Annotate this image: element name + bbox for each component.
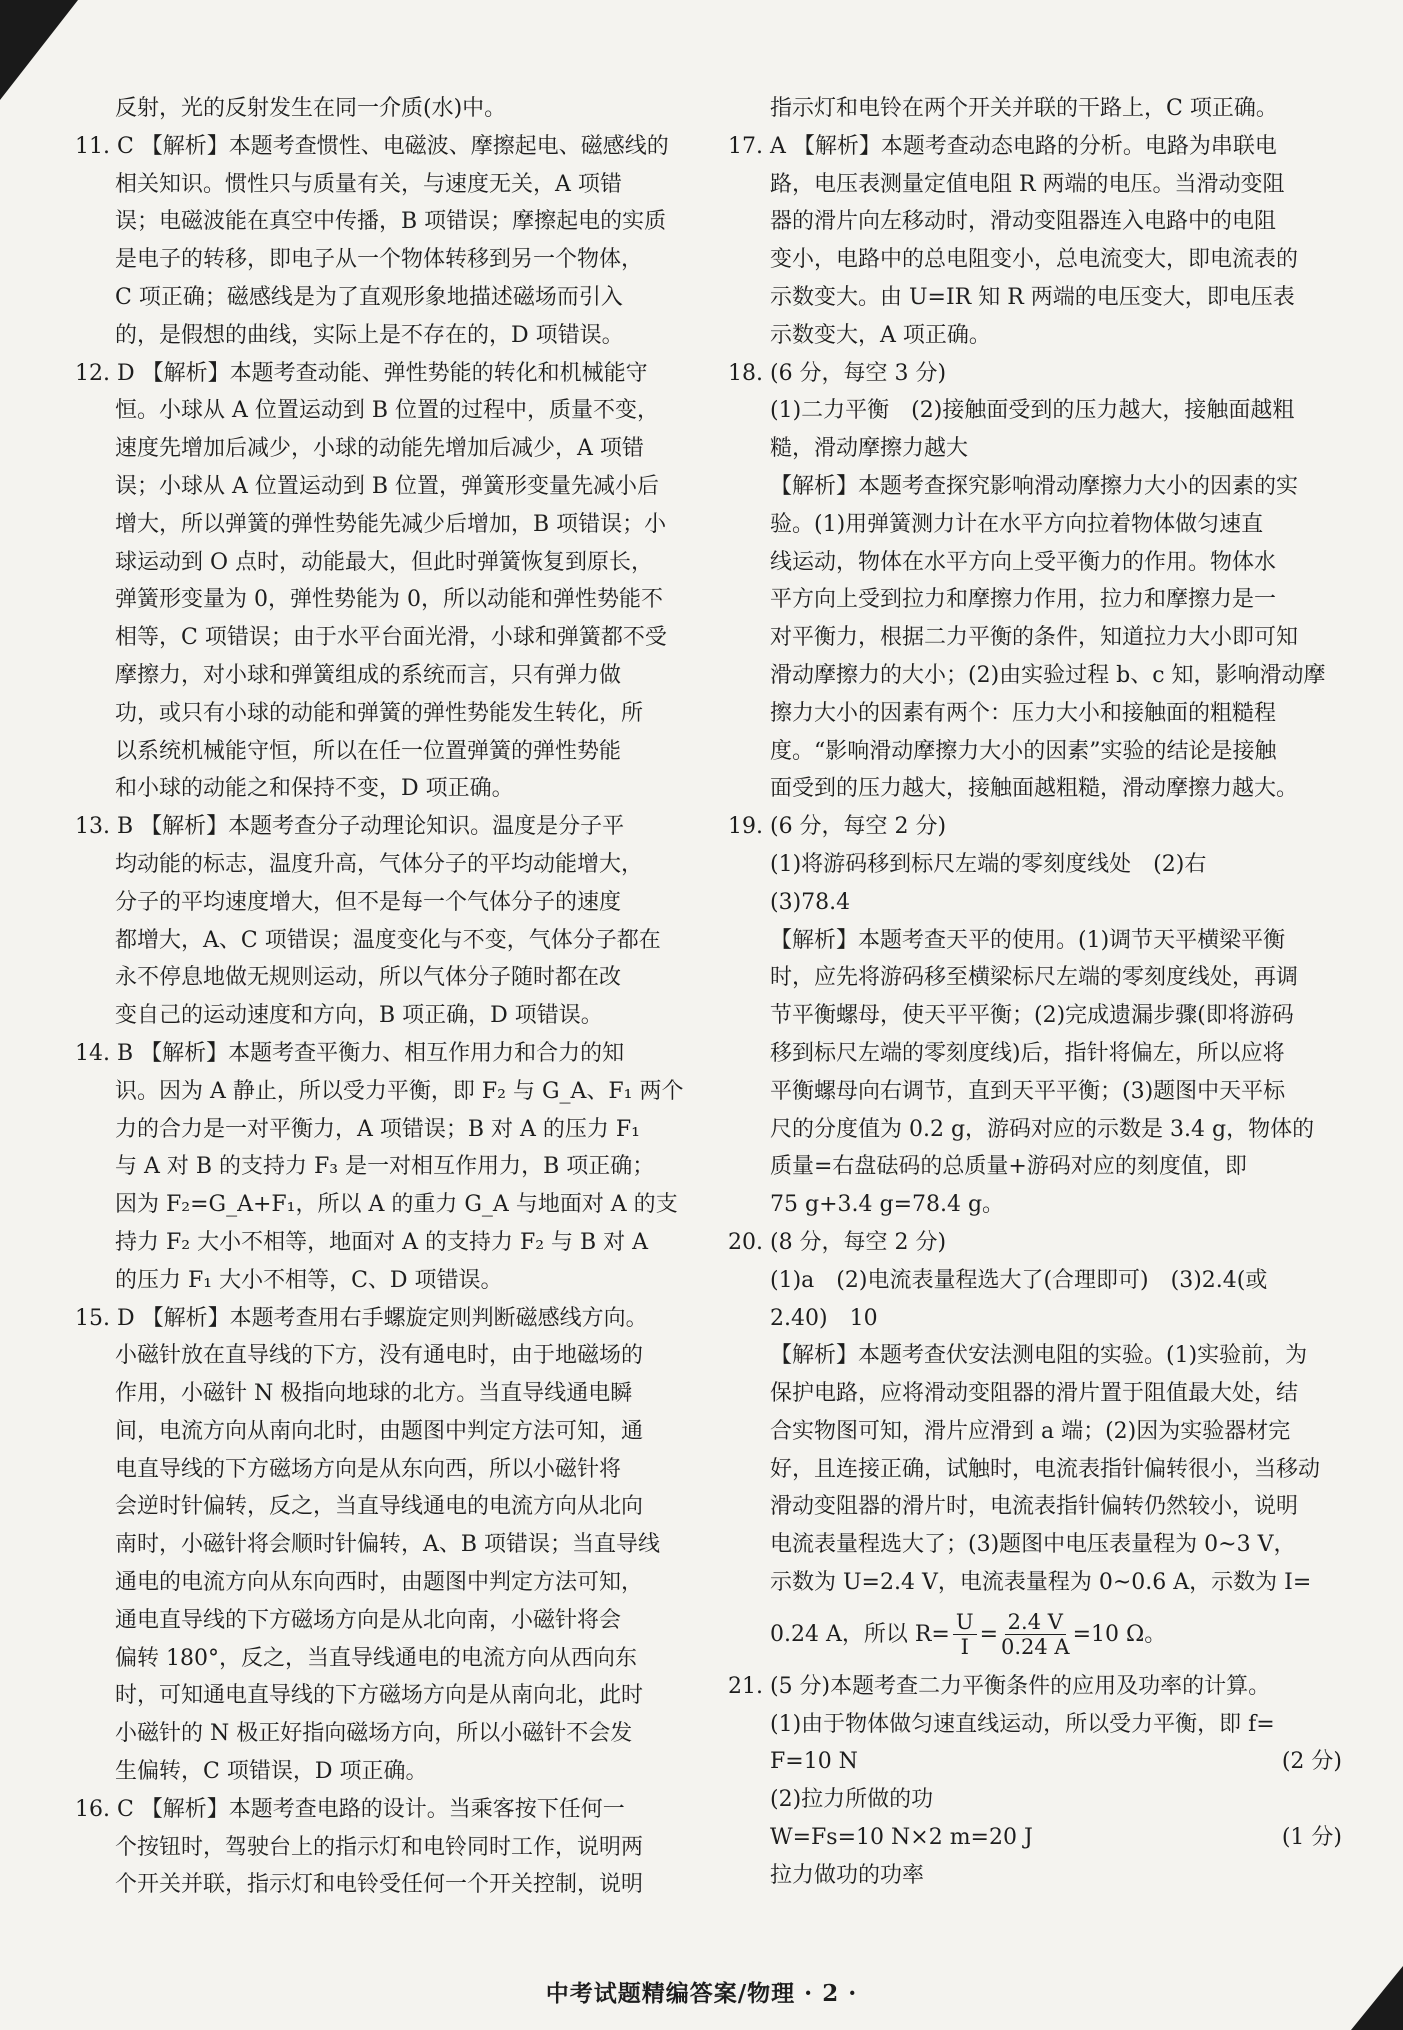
- text-line: 相等，C 项错误；由于水平台面光滑，小球和弹簧都不受: [115, 625, 667, 651]
- text-line: 持力 F₂ 大小不相等，地面对 A 的支持力 F₂ 与 B 对 A: [115, 1229, 649, 1255]
- text-line: (1)由于物体做匀速直线运动，所以受力平衡，即 f=: [770, 1711, 1275, 1737]
- text-line: 误；小球从 A 位置运动到 B 位置，弹簧形变量先减小后: [115, 473, 660, 499]
- question-heading: 12. D 【解析】本题考查动能、弹性势能的转化和机械能守: [75, 360, 648, 386]
- text-line: 恒。小球从 A 位置运动到 B 位置的过程中，质量不变，: [115, 398, 660, 424]
- text-line: 永不停息地做无规则运动，所以气体分子随时都在改: [115, 965, 622, 991]
- text-line: 擦力大小的因素有两个：压力大小和接触面的粗糙程: [770, 700, 1277, 726]
- text-line: 度。“影响滑动摩擦力大小的因素”实验的结论是接触: [770, 738, 1277, 764]
- text-line: 电流表量程选大了；(3)题图中电压表量程为 0~3 V，: [770, 1532, 1296, 1558]
- text-line: 作用，小磁针 N 极指向地球的北方。当直导线通电瞬: [115, 1381, 633, 1407]
- text-line: 通电直导线的下方磁场方向是从北向南，小磁针将会: [115, 1607, 622, 1633]
- score-label: (1 分): [1281, 1825, 1342, 1851]
- text-line: 均动能的标志，温度升高，气体分子的平均动能增大，: [115, 851, 644, 877]
- fraction-u-over-i: $\frac{U}{I}$: [953, 1610, 977, 1659]
- text-line: 变小，电路中的总电阻变小，总电流变大，即电流表的: [770, 247, 1299, 273]
- text-line: C 项正确；磁感线是为了直观形象地描述磁场而引入: [115, 284, 623, 310]
- text-line: 拉力做功的功率: [770, 1862, 925, 1888]
- text-line: 滑动变阻器的滑片时，电流表指针偏转仍然较小，说明: [770, 1494, 1299, 1520]
- text-line: 电直导线的下方磁场方向是从东向西，所以小磁针将: [115, 1456, 622, 1482]
- text-line: 力的合力是一对平衡力，A 项错误；B 对 A 的压力 F₁: [115, 1116, 640, 1142]
- text-line: 糙，滑动摩擦力越大: [770, 436, 969, 462]
- text-line: 质量=右盘砝码的总质量+游码对应的刻度值，即: [770, 1154, 1247, 1180]
- text-line: 增大，所以弹簧的弹性势能先减少后增加，B 项错误；小: [115, 511, 667, 537]
- text-line: 示数为 U=2.4 V，电流表量程为 0~0.6 A，示数为 I=: [770, 1570, 1312, 1596]
- text-line: (1)将游码移到标尺左端的零刻度线处 (2)右: [770, 851, 1207, 877]
- text-line: 好，且连接正确，试触时，电流表指针偏转很小，当移动: [770, 1456, 1321, 1482]
- text-line: (1)a (2)电流表量程选大了(合理即可) (3)2.4(或: [770, 1267, 1268, 1293]
- text-line: 器的滑片向左移动时，滑动变阻器连入电路中的电阻: [770, 209, 1277, 235]
- text-line: 变自己的运动速度和方向，B 项正确，D 项错误。: [115, 1003, 603, 1029]
- text-line: 节平衡螺母，使天平平衡；(2)完成遗漏步骤(即将游码: [770, 1003, 1294, 1029]
- text-line: 合实物图可知，滑片应滑到 a 端；(2)因为实验器材完: [770, 1418, 1291, 1444]
- text-line: 路，电压表测量定值电阻 R 两端的电压。当滑动变阻: [770, 171, 1285, 197]
- text-line: 移到标尺左端的零刻度线)后，指针将偏左，所以应将: [770, 1040, 1285, 1066]
- question-heading: 15. D 【解析】本题考查用右手螺旋定则判断磁感线方向。: [75, 1305, 648, 1331]
- text-line: 和小球的动能之和保持不变，D 项正确。: [115, 776, 514, 802]
- text-line: 反射，光的反射发生在同一介质(水)中。: [115, 96, 507, 121]
- text-line: 间，电流方向从南向北时，由题图中判定方法可知，通: [115, 1418, 644, 1444]
- question-heading: 16. C 【解析】本题考查电路的设计。当乘客按下任何一: [75, 1796, 625, 1822]
- text-line: 都增大，A、C 项错误；温度变化与不变，气体分子都在: [115, 927, 661, 953]
- text-line: 因为 F₂=G_A+F₁，所以 A 的重力 G_A 与地面对 A 的支: [115, 1192, 678, 1218]
- page-footer: 中考试题精编答案/物理 · 2 ·: [545, 1980, 858, 2007]
- text-line: 示数变大。由 U=IR 知 R 两端的电压变大，即电压表: [770, 284, 1295, 310]
- text-line: 弹簧形变量为 0，弹性势能为 0，所以动能和弹性势能不: [115, 587, 663, 613]
- text-line: 【解析】本题考查伏安法测电阻的实验。(1)实验前，为: [770, 1343, 1308, 1369]
- question-heading: 13. B 【解析】本题考查分子动理论知识。温度是分子平: [75, 814, 625, 840]
- text-line: 与 A 对 B 的支持力 F₃ 是一对相互作用力，B 项正确；: [115, 1154, 655, 1180]
- text-line: 2.40) 10: [770, 1305, 878, 1331]
- left-column: [75, 90, 697, 1904]
- line-text: F=10 N: [770, 1749, 858, 1775]
- text-line: (3)78.4: [770, 889, 851, 915]
- question-heading: 14. B 【解析】本题考查平衡力、相互作用力和合力的知: [75, 1040, 625, 1066]
- text-line: 线运动，物体在水平方向上受平衡力的作用。物体水: [770, 549, 1277, 575]
- text-line: 偏转 180°，反之，当直导线通电的电流方向从西向东: [115, 1645, 637, 1671]
- text-line: 通电的电流方向从东向西时，由题图中判定方法可知，: [115, 1570, 644, 1596]
- text-line: (2)拉力所做的功: [770, 1787, 934, 1813]
- text-line: 示数变大，A 项正确。: [770, 322, 991, 348]
- text-line: 生偏转，C 项错误，D 项正确。: [115, 1759, 428, 1785]
- right-column: [728, 90, 1350, 1895]
- formula-line: 0.24 A，所以 R= $\frac{U}{I}$ = $\frac{2.4 V}{0.24 A}$ =10 Ω。: [770, 1610, 1167, 1660]
- question-heading: 21. (5 分)本题考查二力平衡条件的应用及功率的计算。: [728, 1673, 1271, 1699]
- text-line: 以系统机械能守恒，所以在任一位置弹簧的弹性势能: [115, 738, 622, 764]
- fraction-values: $\frac{2.4 V}{0.24 A}$: [1001, 1610, 1070, 1660]
- text-line: 【解析】本题考查天平的使用。(1)调节天平横梁平衡: [770, 927, 1286, 953]
- text-line: 小磁针的 N 极正好指向磁场方向，所以小磁针不会发: [115, 1721, 633, 1747]
- question-heading: 18. (6 分，每空 3 分): [728, 360, 947, 386]
- text-line: 小磁针放在直导线的下方，没有通电时，由于地磁场的: [115, 1343, 644, 1369]
- text-line: 会逆时针偏转，反之，当直导线通电的电流方向从北向: [115, 1494, 644, 1520]
- text-line: 时，可知通电直导线的下方磁场方向是从南向北，此时: [115, 1683, 644, 1709]
- text-line: [728, 1743, 1350, 1781]
- text-line: 验。(1)用弹簧测力计在水平方向拉着物体做匀速直: [770, 511, 1264, 537]
- text-line: 个开关并联，指示灯和电铃受任何一个开关控制，说明: [115, 1872, 644, 1898]
- text-line: [728, 1819, 1350, 1857]
- text-line: 相关知识。惯性只与质量有关，与速度无关，A 项错: [115, 171, 622, 197]
- text-line: 面受到的压力越大，接触面越粗糙，滑动摩擦力越大。: [770, 776, 1299, 802]
- text-line: 个按钮时，驾驶台上的指示灯和电铃同时工作，说明两: [115, 1834, 644, 1860]
- text-line: 速度先增加后减少，小球的动能先增加后减少，A 项错: [115, 436, 644, 462]
- score-label: (2 分): [1281, 1749, 1342, 1775]
- question-heading: 19. (6 分，每空 2 分): [728, 814, 947, 840]
- text-line: 平衡螺母向右调节，直到天平平衡；(3)题图中天平标: [770, 1078, 1286, 1104]
- text-line: 滑动摩擦力的大小；(2)由实验过程 b、c 知，影响滑动摩: [770, 662, 1326, 688]
- question-heading: 20. (8 分，每空 2 分): [728, 1229, 947, 1255]
- text-line: 尺的分度值为 0.2 g，游码对应的示数是 3.4 g，物体的: [770, 1116, 1315, 1142]
- text-line: 的，是假想的曲线，实际上是不存在的，D 项错误。: [115, 322, 624, 348]
- text-line: 是电子的转移，即电子从一个物体转移到另一个物体，: [115, 247, 644, 273]
- text-line: 摩擦力，对小球和弹簧组成的系统而言，只有弹力做: [115, 662, 622, 688]
- scan-corner-top-left: [0, 0, 78, 100]
- text-line: 指示灯和电铃在两个开关并联的干路上，C 项正确。: [770, 96, 1278, 121]
- text-line: 时，应先将游码移至横梁标尺左端的零刻度线处，再调: [770, 965, 1299, 991]
- text-line: 平方向上受到拉力和摩擦力作用，拉力和摩擦力是一: [770, 587, 1277, 613]
- text-line: 误；电磁波能在真空中传播，B 项错误；摩擦起电的实质: [115, 209, 667, 235]
- text-line: 识。因为 A 静止，所以受力平衡，即 F₂ 与 G_A、F₁ 两个: [115, 1078, 684, 1104]
- text-line: 【解析】本题考查探究影响滑动摩擦力大小的因素的实: [770, 473, 1299, 499]
- text-line: 对平衡力，根据二力平衡的条件，知道拉力大小即可知: [770, 625, 1299, 651]
- text-line: 分子的平均速度增大，但不是每一个气体分子的速度: [115, 889, 622, 915]
- question-heading: 17. A 【解析】本题考查动态电路的分析。电路为串联电: [728, 133, 1277, 159]
- text-line: 南时，小磁针将会顺时针偏转，A、B 项错误；当直导线: [115, 1532, 661, 1558]
- text-line: 功，或只有小球的动能和弹簧的弹性势能发生转化，所: [115, 700, 644, 726]
- text-line: 的压力 F₁ 大小不相等，C、D 项错误。: [115, 1267, 503, 1293]
- question-heading: 11. C 【解析】本题考查惯性、电磁波、摩擦起电、磁感线的: [75, 133, 669, 159]
- text-line: 75 g+3.4 g=78.4 g。: [770, 1192, 1005, 1218]
- line-text: W=Fs=10 N×2 m=20 J: [770, 1825, 1033, 1851]
- text-line: 球运动到 O 点时，动能最大，但此时弹簧恢复到原长，: [115, 549, 654, 575]
- text-line: (1)二力平衡 (2)接触面受到的压力越大，接触面越粗: [770, 398, 1295, 424]
- text-line: 保护电路，应将滑动变阻器的滑片置于阻值最大处，结: [770, 1381, 1299, 1407]
